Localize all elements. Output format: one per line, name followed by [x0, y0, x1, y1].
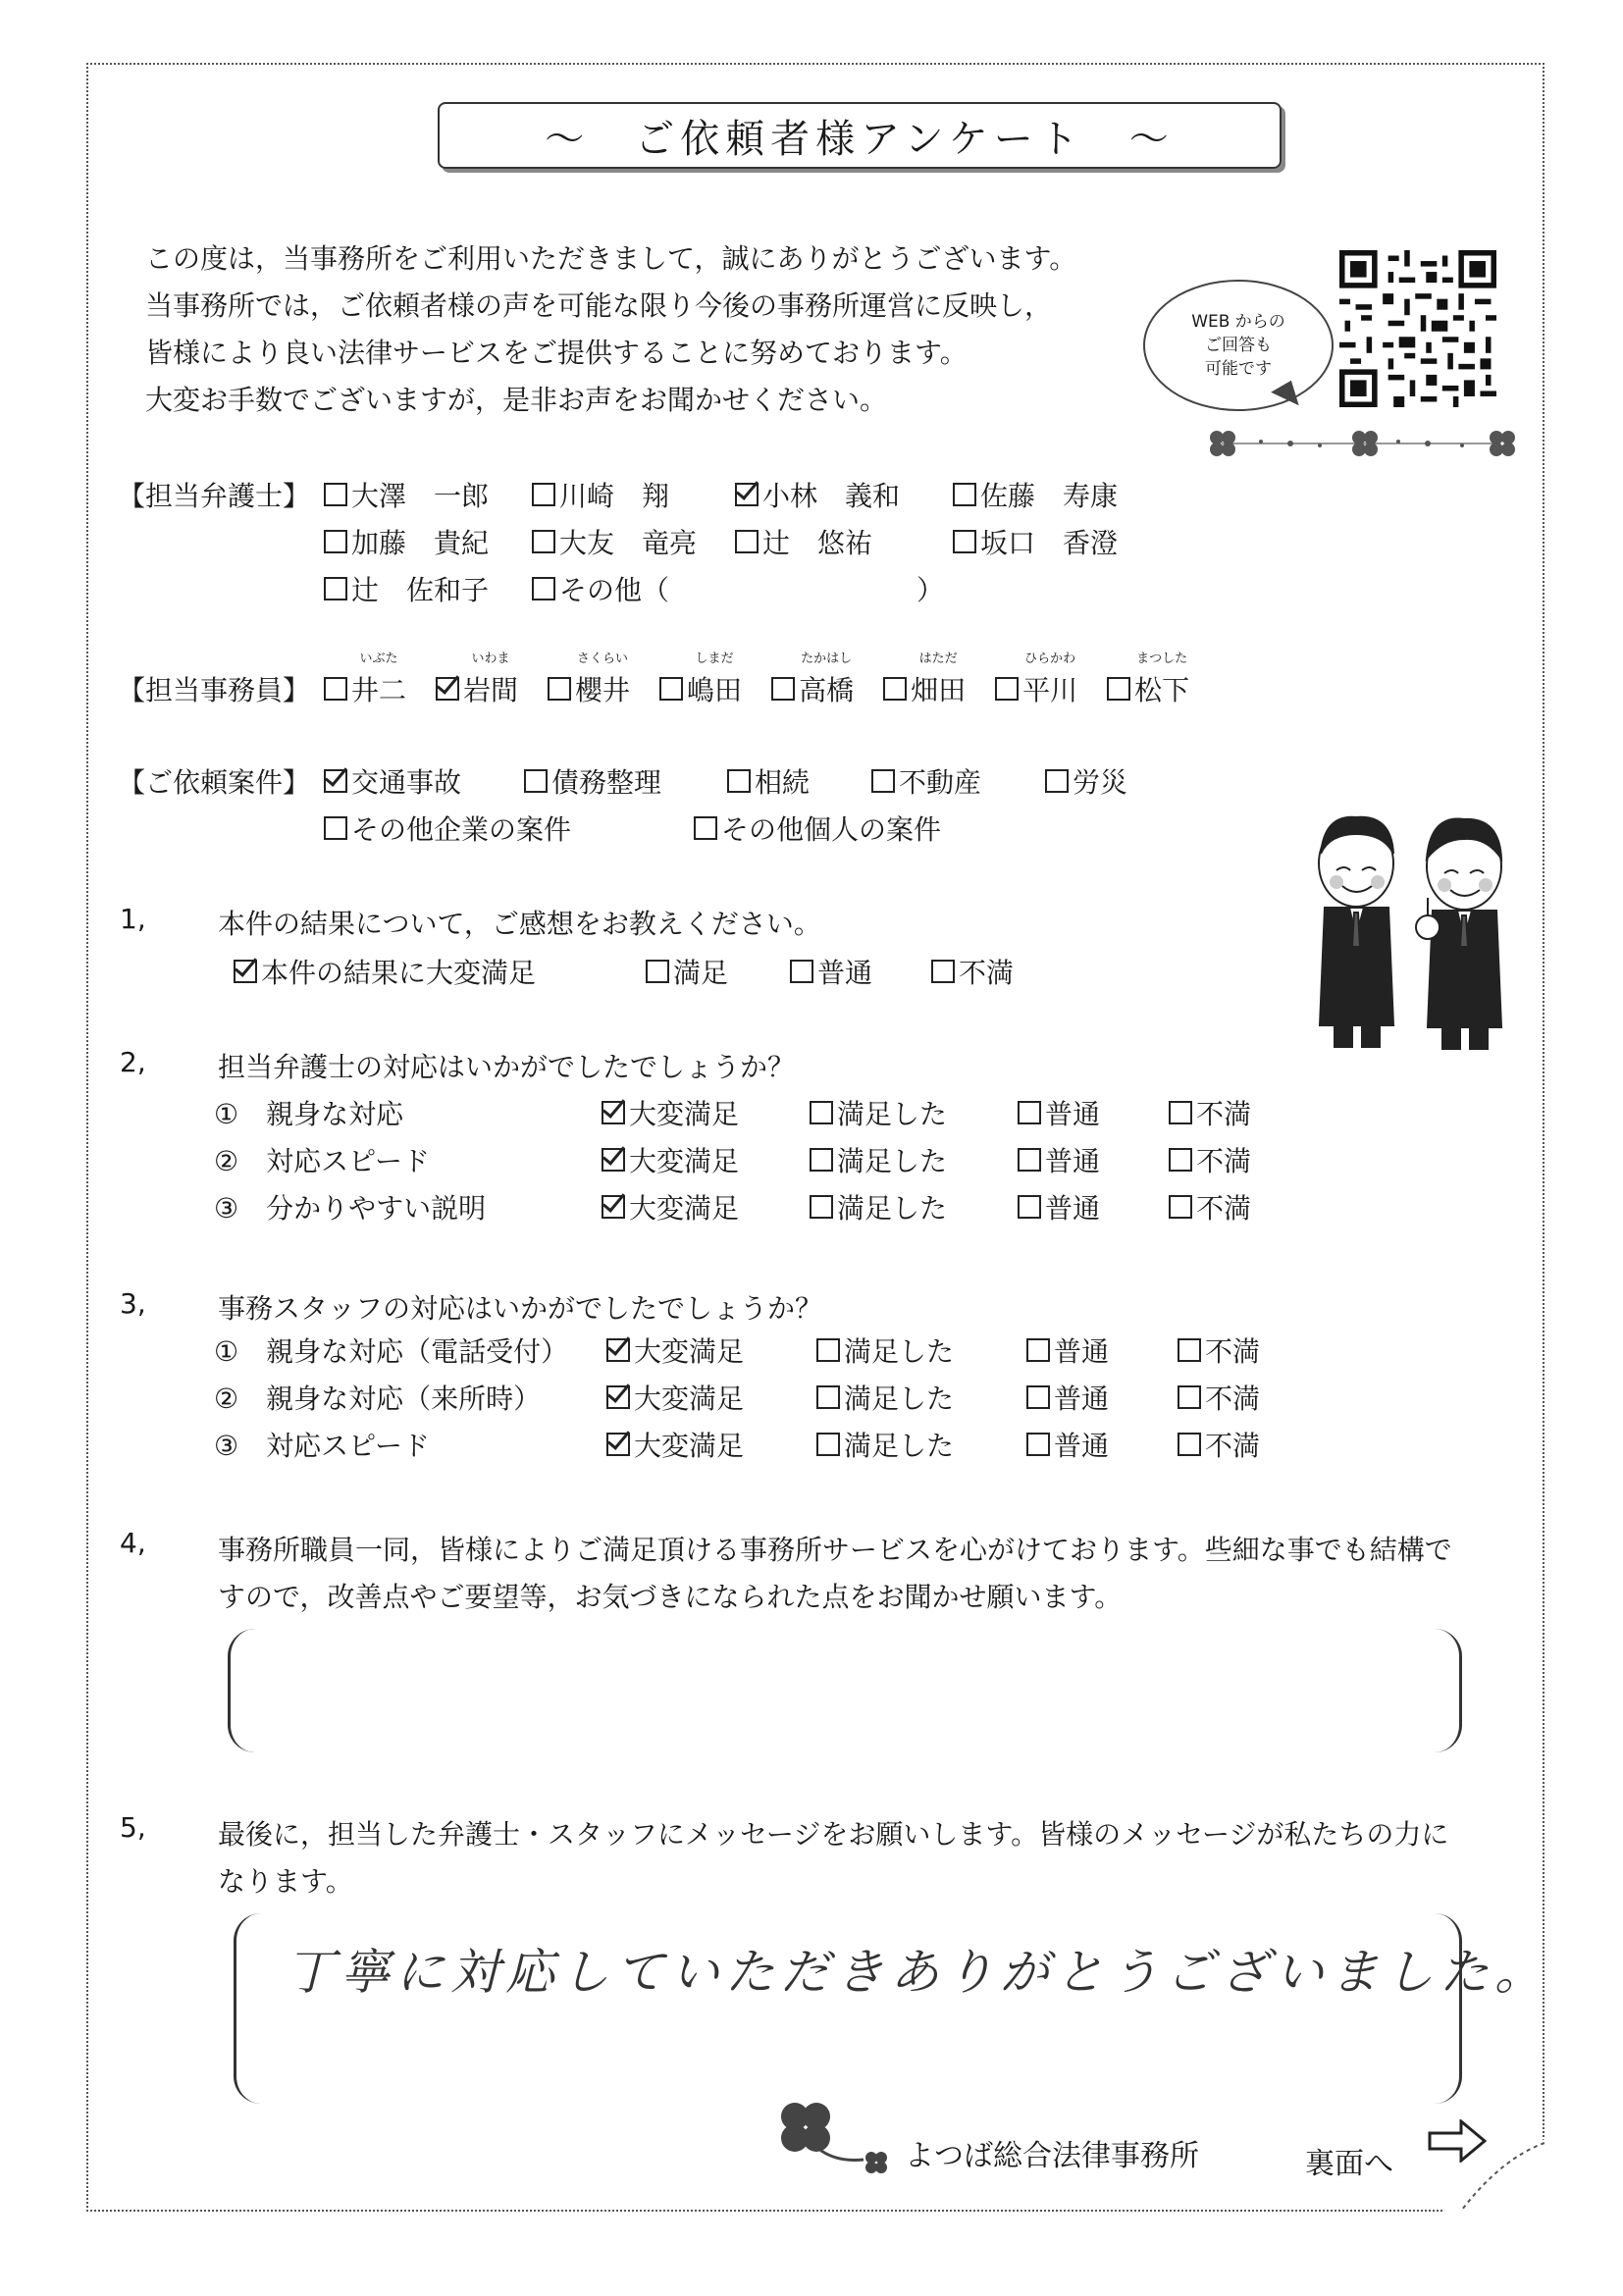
option-label: 不満: [1196, 1192, 1252, 1225]
lawyers-illustration-icon: [1295, 800, 1531, 1055]
q3-option[interactable]: [816, 1378, 995, 1417]
intro-line: 大変お手数でございますが，是非お声をお聞かせください。: [145, 384, 888, 416]
q5-message-field[interactable]: [234, 1913, 1549, 2104]
ruby: ひらかわ: [1024, 652, 1076, 666]
checkbox[interactable]: [694, 816, 717, 840]
q1-number: 1,: [120, 903, 146, 935]
checkbox-checked[interactable]: [606, 1338, 630, 1362]
checkbox[interactable]: [771, 677, 795, 701]
lawyer-option-other[interactable]: [532, 569, 944, 608]
firm-name: よつば総合法律事務所: [905, 2139, 1199, 2173]
checkbox-checked[interactable]: [606, 1433, 630, 1456]
staff-option[interactable]: [324, 652, 407, 708]
case-option[interactable]: [1045, 761, 1127, 801]
checkbox-checked[interactable]: [436, 677, 459, 701]
option-label: 満足した: [837, 1192, 948, 1225]
checkbox[interactable]: [816, 1385, 840, 1409]
staff-label: 【担当事務員】: [118, 674, 311, 706]
checkbox[interactable]: [324, 483, 347, 506]
ruby: たかはし: [801, 652, 853, 666]
q3-option[interactable]: [816, 1331, 995, 1370]
checkbox-checked[interactable]: [606, 1385, 630, 1409]
option-label: その他企業の案件: [351, 813, 572, 846]
option-label: 普通: [817, 957, 873, 989]
checkbox[interactable]: [1018, 1195, 1041, 1219]
option-label: 大変満足: [634, 1335, 745, 1368]
checkbox[interactable]: [871, 769, 895, 793]
option-label: 平川: [1022, 674, 1078, 706]
option-label: 不満: [1205, 1335, 1261, 1368]
ruby: いわま: [471, 652, 510, 666]
q1-option[interactable]: [790, 952, 900, 991]
checkbox[interactable]: [324, 816, 347, 840]
checkbox[interactable]: [931, 960, 955, 983]
q2-option[interactable]: [1018, 1187, 1137, 1226]
option-label: 高橋: [799, 674, 855, 706]
option-label: 大変満足: [634, 1383, 745, 1415]
option-label: 普通: [1054, 1383, 1110, 1415]
clover-decoration-icon: [1202, 422, 1516, 461]
q3-row-label: ① 親身な対応（電話受付）: [214, 1335, 569, 1368]
checkbox[interactable]: [953, 530, 976, 553]
option-label: 佐藤 寿康: [980, 480, 1119, 512]
option-label: 満足した: [844, 1430, 955, 1462]
checkbox[interactable]: [1169, 1101, 1192, 1124]
q3-option[interactable]: [606, 1378, 785, 1417]
q2-option[interactable]: [810, 1093, 986, 1132]
checkbox[interactable]: [1018, 1101, 1041, 1124]
q2-option[interactable]: [1169, 1093, 1251, 1132]
ruby: はただ: [918, 652, 958, 666]
q1-options: [234, 948, 1045, 995]
option-label: 辻 佐和子: [351, 574, 490, 606]
q5-handwritten-answer: 丁寧に対応していただきありがとうございました。: [286, 1944, 1549, 2001]
checkbox[interactable]: [1026, 1433, 1050, 1456]
q4-number: 4,: [120, 1527, 146, 1559]
checkbox[interactable]: [1169, 1195, 1192, 1219]
option-label: 普通: [1045, 1098, 1101, 1130]
checkbox[interactable]: [524, 769, 548, 793]
lawyer-option[interactable]: [532, 475, 704, 514]
checkbox[interactable]: [548, 677, 571, 701]
ruby: まつした: [1136, 652, 1188, 666]
intro-line: 当事務所では，ご依頼者様の声を可能な限り今後の事務所運営に反映し，: [145, 289, 1053, 322]
q5-text-line: 最後に，担当した弁護士・スタッフにメッセージをお願いします。皆様のメッセージが私たちの力に: [218, 1818, 1449, 1851]
option-label: 普通: [1045, 1192, 1101, 1225]
staff-section: [118, 652, 1190, 712]
q4-text-line: 事務所職員一同，皆様によりご満足頂ける事務所サービスを心がけております。些細な事でも結構で: [218, 1534, 1452, 1566]
option-label: 大澤 一郎: [351, 480, 490, 512]
option-label: 不動産: [899, 766, 982, 799]
q3-row-label: ② 親身な対応（来所時）: [214, 1383, 542, 1415]
checkbox[interactable]: [1107, 677, 1130, 701]
bubble-line: ご回答も: [1205, 336, 1272, 355]
option-label: 労災: [1073, 766, 1128, 799]
q1-option[interactable]: [646, 952, 759, 991]
checkbox[interactable]: [532, 483, 555, 506]
bubble-line: WEB からの: [1191, 312, 1285, 332]
bubble-line: 可能です: [1205, 359, 1272, 379]
checkbox[interactable]: [1178, 1385, 1201, 1409]
q3-option[interactable]: [606, 1425, 785, 1464]
clover-logo-icon: [765, 2095, 893, 2173]
option-label: 櫻井: [575, 674, 631, 706]
q4-comment-field[interactable]: [228, 1629, 1462, 1752]
q4-text: [218, 1527, 1533, 1621]
staff-option[interactable]: [995, 652, 1078, 708]
q3-text: 事務スタッフの対応はいかがでしたでしょうか？: [218, 1292, 823, 1325]
q3-option[interactable]: [816, 1425, 995, 1464]
web-answer-bubble: [1143, 280, 1334, 411]
option-label: 不満: [959, 957, 1015, 989]
lawyer-option[interactable]: [324, 569, 500, 608]
checkbox-checked[interactable]: [602, 1148, 625, 1172]
checkbox[interactable]: [1178, 1338, 1201, 1362]
q2-option[interactable]: [602, 1093, 778, 1132]
case-label: 【ご依頼案件】: [118, 766, 311, 799]
option-label: 畑田: [911, 674, 967, 706]
checkbox[interactable]: [532, 530, 555, 553]
q2-row-label: ③ 分かりやすい説明: [214, 1192, 487, 1225]
option-label: 交通事故: [351, 766, 462, 799]
qr-code-icon[interactable]: [1339, 250, 1496, 407]
q1-option[interactable]: [234, 952, 614, 991]
intro-line: 皆様により良い法律サービスをご提供することに努めております。: [145, 337, 968, 369]
ruby: いぶた: [359, 652, 398, 666]
case-option[interactable]: [524, 761, 696, 801]
checkbox-checked[interactable]: [602, 1101, 625, 1124]
q3-option[interactable]: [1178, 1378, 1260, 1417]
checkbox[interactable]: [659, 677, 683, 701]
option-label: 満足した: [844, 1383, 955, 1415]
q5-text-line: なります。: [218, 1865, 353, 1898]
option-label: その他（ ）: [559, 574, 945, 606]
staff-option[interactable]: [883, 652, 967, 708]
option-label: 債務整理: [551, 766, 662, 799]
option-label: その他個人の案件: [721, 813, 942, 846]
checkbox[interactable]: [790, 960, 813, 983]
checkbox[interactable]: [995, 677, 1019, 701]
intro-text: [145, 235, 1076, 424]
option-label: 嶋田: [687, 674, 743, 706]
checkbox[interactable]: [532, 577, 555, 600]
option-label: 坂口 香澄: [980, 527, 1119, 559]
q4-text-line: すので，改善点やご要望等，お気づきになられた点をお聞かせ願います。: [218, 1581, 1123, 1613]
option-label: 不満: [1196, 1145, 1252, 1177]
q2-option[interactable]: [1169, 1187, 1251, 1226]
staff-option[interactable]: [548, 652, 631, 708]
ruby: さくらい: [577, 652, 629, 666]
q1-text: 本件の結果について，ご感想をお教えください。: [218, 908, 821, 940]
q2-number: 2,: [120, 1046, 146, 1078]
case-option[interactable]: [324, 761, 493, 801]
option-label: 大友 竜亮: [559, 527, 698, 559]
checkbox[interactable]: [883, 677, 907, 701]
option-label: 辻 悠祐: [762, 527, 873, 559]
next-page-label[interactable]: 裏面へ: [1305, 2147, 1393, 2181]
intro-line: この度は，当事務所をご利用いただきまして，誠にありがとうございます。: [145, 242, 1077, 275]
option-label: 普通: [1054, 1430, 1110, 1462]
checkbox[interactable]: [735, 530, 759, 553]
staff-option[interactable]: [436, 652, 519, 708]
option-label: 岩間: [463, 674, 519, 706]
q3-option[interactable]: [1026, 1378, 1146, 1417]
checkbox[interactable]: [1045, 769, 1069, 793]
checkbox[interactable]: [324, 677, 347, 701]
checkbox[interactable]: [324, 530, 347, 553]
page-curl-icon: [1442, 2139, 1544, 2212]
lawyer-option[interactable]: [735, 475, 921, 514]
option-label: 大変満足: [629, 1098, 740, 1130]
checkbox[interactable]: [810, 1101, 833, 1124]
checkbox[interactable]: [646, 960, 669, 983]
checkbox-checked[interactable]: [234, 960, 257, 983]
checkbox[interactable]: [816, 1338, 840, 1362]
option-label: 松下: [1134, 674, 1190, 706]
case-option[interactable]: [871, 761, 1014, 801]
case-section: [118, 757, 1159, 852]
option-label: 普通: [1054, 1335, 1110, 1368]
q3-option[interactable]: [1026, 1425, 1146, 1464]
option-label: 満足: [673, 957, 729, 989]
option-label: 普通: [1045, 1145, 1101, 1177]
staff-option[interactable]: [771, 652, 855, 708]
lawyer-option[interactable]: [953, 475, 1118, 514]
option-label: 相続: [755, 766, 811, 799]
option-label: 満足した: [837, 1145, 948, 1177]
q2-grid: [214, 1089, 1283, 1230]
q2-option[interactable]: [602, 1140, 778, 1179]
q2-option[interactable]: [1018, 1093, 1137, 1132]
lawyer-option[interactable]: [324, 522, 500, 561]
checkbox[interactable]: [1018, 1148, 1041, 1172]
checkbox[interactable]: [810, 1195, 833, 1219]
q3-option[interactable]: [606, 1331, 785, 1370]
option-label: 満足した: [844, 1335, 955, 1368]
q2-row-label: ② 対応スピード: [214, 1145, 430, 1177]
option-label: 満足した: [837, 1098, 948, 1130]
lawyer-label: 【担当弁護士】: [118, 480, 311, 512]
option-label: 大変満足: [634, 1430, 745, 1462]
checkbox[interactable]: [324, 577, 347, 600]
option-label: 本件の結果に大変満足: [261, 957, 537, 989]
option-label: 加藤 貴紀: [351, 527, 490, 559]
checkbox-checked[interactable]: [602, 1195, 625, 1219]
q3-number: 3,: [120, 1287, 146, 1320]
case-option[interactable]: [694, 809, 941, 848]
checkbox[interactable]: [816, 1433, 840, 1456]
q5-text: [218, 1811, 1533, 1905]
case-option[interactable]: [324, 809, 662, 848]
q2-row-label: ① 親身な対応: [214, 1098, 404, 1130]
q2-option[interactable]: [810, 1187, 986, 1226]
checkbox[interactable]: [1169, 1148, 1192, 1172]
q3-option[interactable]: [1026, 1331, 1146, 1370]
checkbox[interactable]: [727, 769, 751, 793]
option-label: 大変満足: [629, 1192, 740, 1225]
q2-option[interactable]: [810, 1140, 986, 1179]
option-label: 大変満足: [629, 1145, 740, 1177]
lawyer-option[interactable]: [735, 522, 921, 561]
option-label: 不満: [1205, 1383, 1261, 1415]
q2-option[interactable]: [1169, 1140, 1251, 1179]
q5-number: 5,: [120, 1811, 146, 1844]
option-label: 小林 義和: [762, 480, 901, 512]
q2-option[interactable]: [602, 1187, 778, 1226]
q3-option[interactable]: [1178, 1425, 1260, 1464]
lawyer-option[interactable]: [953, 522, 1118, 561]
checkbox[interactable]: [1178, 1433, 1201, 1456]
option-label: 川崎 翔: [559, 480, 670, 512]
option-label: 不満: [1205, 1430, 1261, 1462]
checkbox[interactable]: [1026, 1385, 1050, 1409]
checkbox[interactable]: [810, 1148, 833, 1172]
lawyer-option[interactable]: [324, 475, 500, 514]
q2-option[interactable]: [1018, 1140, 1137, 1179]
checkbox[interactable]: [1026, 1338, 1050, 1362]
survey-title: ～ ご依頼者様アンケート ～: [438, 102, 1282, 169]
staff-option[interactable]: [1107, 652, 1190, 708]
checkbox-checked[interactable]: [324, 769, 347, 793]
case-option[interactable]: [727, 761, 840, 801]
lawyer-section: [118, 471, 1149, 612]
q3-option[interactable]: [1178, 1331, 1260, 1370]
option-label: 不満: [1196, 1098, 1252, 1130]
staff-option[interactable]: [659, 652, 743, 708]
q3-grid: [214, 1327, 1291, 1468]
checkbox-checked[interactable]: [735, 483, 759, 506]
q2-text: 担当弁護士の対応はいかがでしたでしょうか？: [218, 1051, 796, 1083]
lawyer-option[interactable]: [532, 522, 704, 561]
q3-row-label: ③ 対応スピード: [214, 1430, 430, 1462]
checkbox[interactable]: [953, 483, 976, 506]
ruby: しまだ: [695, 652, 734, 666]
option-label: 井二: [351, 674, 407, 706]
q1-option[interactable]: [931, 952, 1014, 991]
